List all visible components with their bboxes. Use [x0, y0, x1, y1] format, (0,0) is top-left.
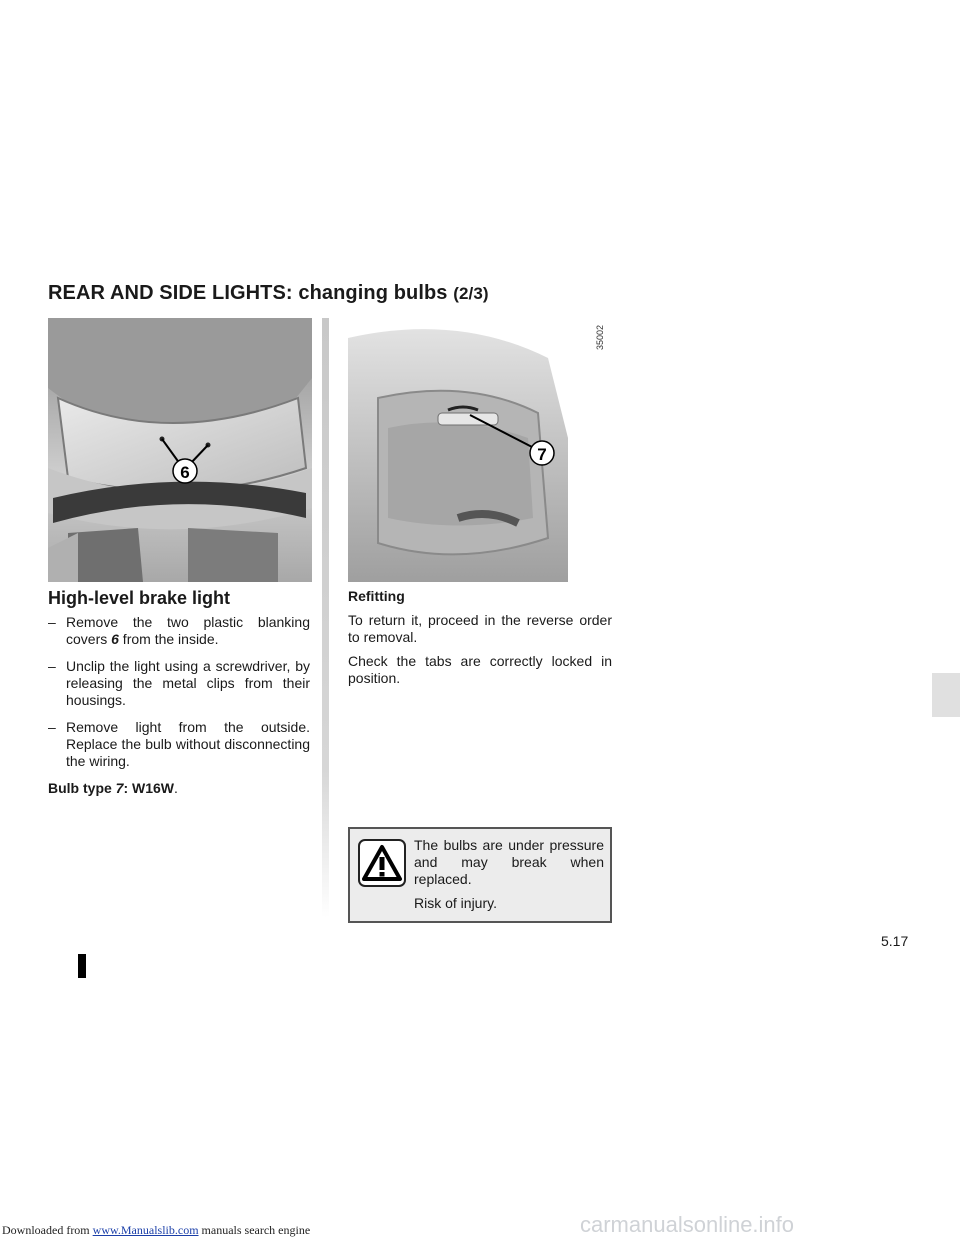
bulb-type [48, 780, 310, 797]
paragraph: Check the tabs are correctly locked in position. [348, 653, 612, 686]
section-heading-refitting: Refitting [348, 588, 405, 604]
page-number: 5.17 [881, 933, 909, 949]
step-text-part: from the inside. [118, 631, 219, 647]
chapter-tab [932, 673, 960, 717]
step-dash: – [48, 658, 56, 674]
footer-link[interactable]: www.Manualslib.com [92, 1223, 199, 1237]
footer-watermark: carmanualsonline.info [580, 1212, 795, 1237]
tailgate-interior-illustration [48, 318, 312, 582]
footer-source [2, 1223, 310, 1238]
step-dash: – [48, 719, 56, 735]
footer-prefix: Downloaded from [2, 1223, 93, 1237]
page-title [48, 282, 489, 305]
warning-box [348, 827, 612, 923]
warning-triangle-icon [358, 839, 406, 887]
step-ref-num: 6 [111, 631, 119, 647]
title-part: (2/3) [453, 284, 489, 303]
figure-tailgate-interior [48, 318, 312, 582]
step-text-part: Remove the two plastic blanking covers [66, 614, 310, 647]
callout-6: 6 [180, 463, 190, 482]
step-text [66, 614, 310, 648]
step-dash: – [48, 614, 56, 630]
paragraph: To return it, proceed in the reverse order to removal. [348, 612, 612, 645]
callout-7: 7 [537, 445, 547, 464]
bulb-type-value: : W16W [123, 780, 175, 796]
section-heading-brake-light: High-level brake light [48, 588, 231, 608]
figure-tailgate-exterior [348, 318, 568, 582]
right-column [348, 588, 612, 694]
warning-line: Risk of injury. [414, 895, 497, 911]
tailgate-exterior-illustration [348, 318, 568, 582]
bulb-type-label: Bulb type [48, 780, 116, 796]
column-divider [322, 318, 329, 918]
step-item [48, 614, 310, 648]
figure-code-2: 35002 [595, 324, 605, 350]
step-item [48, 719, 310, 770]
step-text: Unclip the light using a screwdriver, by releasing the metal clips from their housings. [66, 658, 310, 708]
footer-suffix: manuals search engine [198, 1223, 311, 1237]
warning-line: The bulbs are under pressure and may break when replaced. [414, 837, 604, 887]
bulb-type-ref: 7 [115, 780, 124, 796]
bulb-type-end: . [174, 780, 178, 796]
left-column [48, 614, 310, 797]
step-item [48, 658, 310, 709]
warning-text [414, 837, 604, 919]
title-main: REAR AND SIDE LIGHTS: changing bulbs [48, 282, 448, 304]
margin-marker [78, 954, 86, 978]
step-text: Remove light from the outside. Replace the bulb without disconnecting the wiring. [66, 719, 310, 769]
